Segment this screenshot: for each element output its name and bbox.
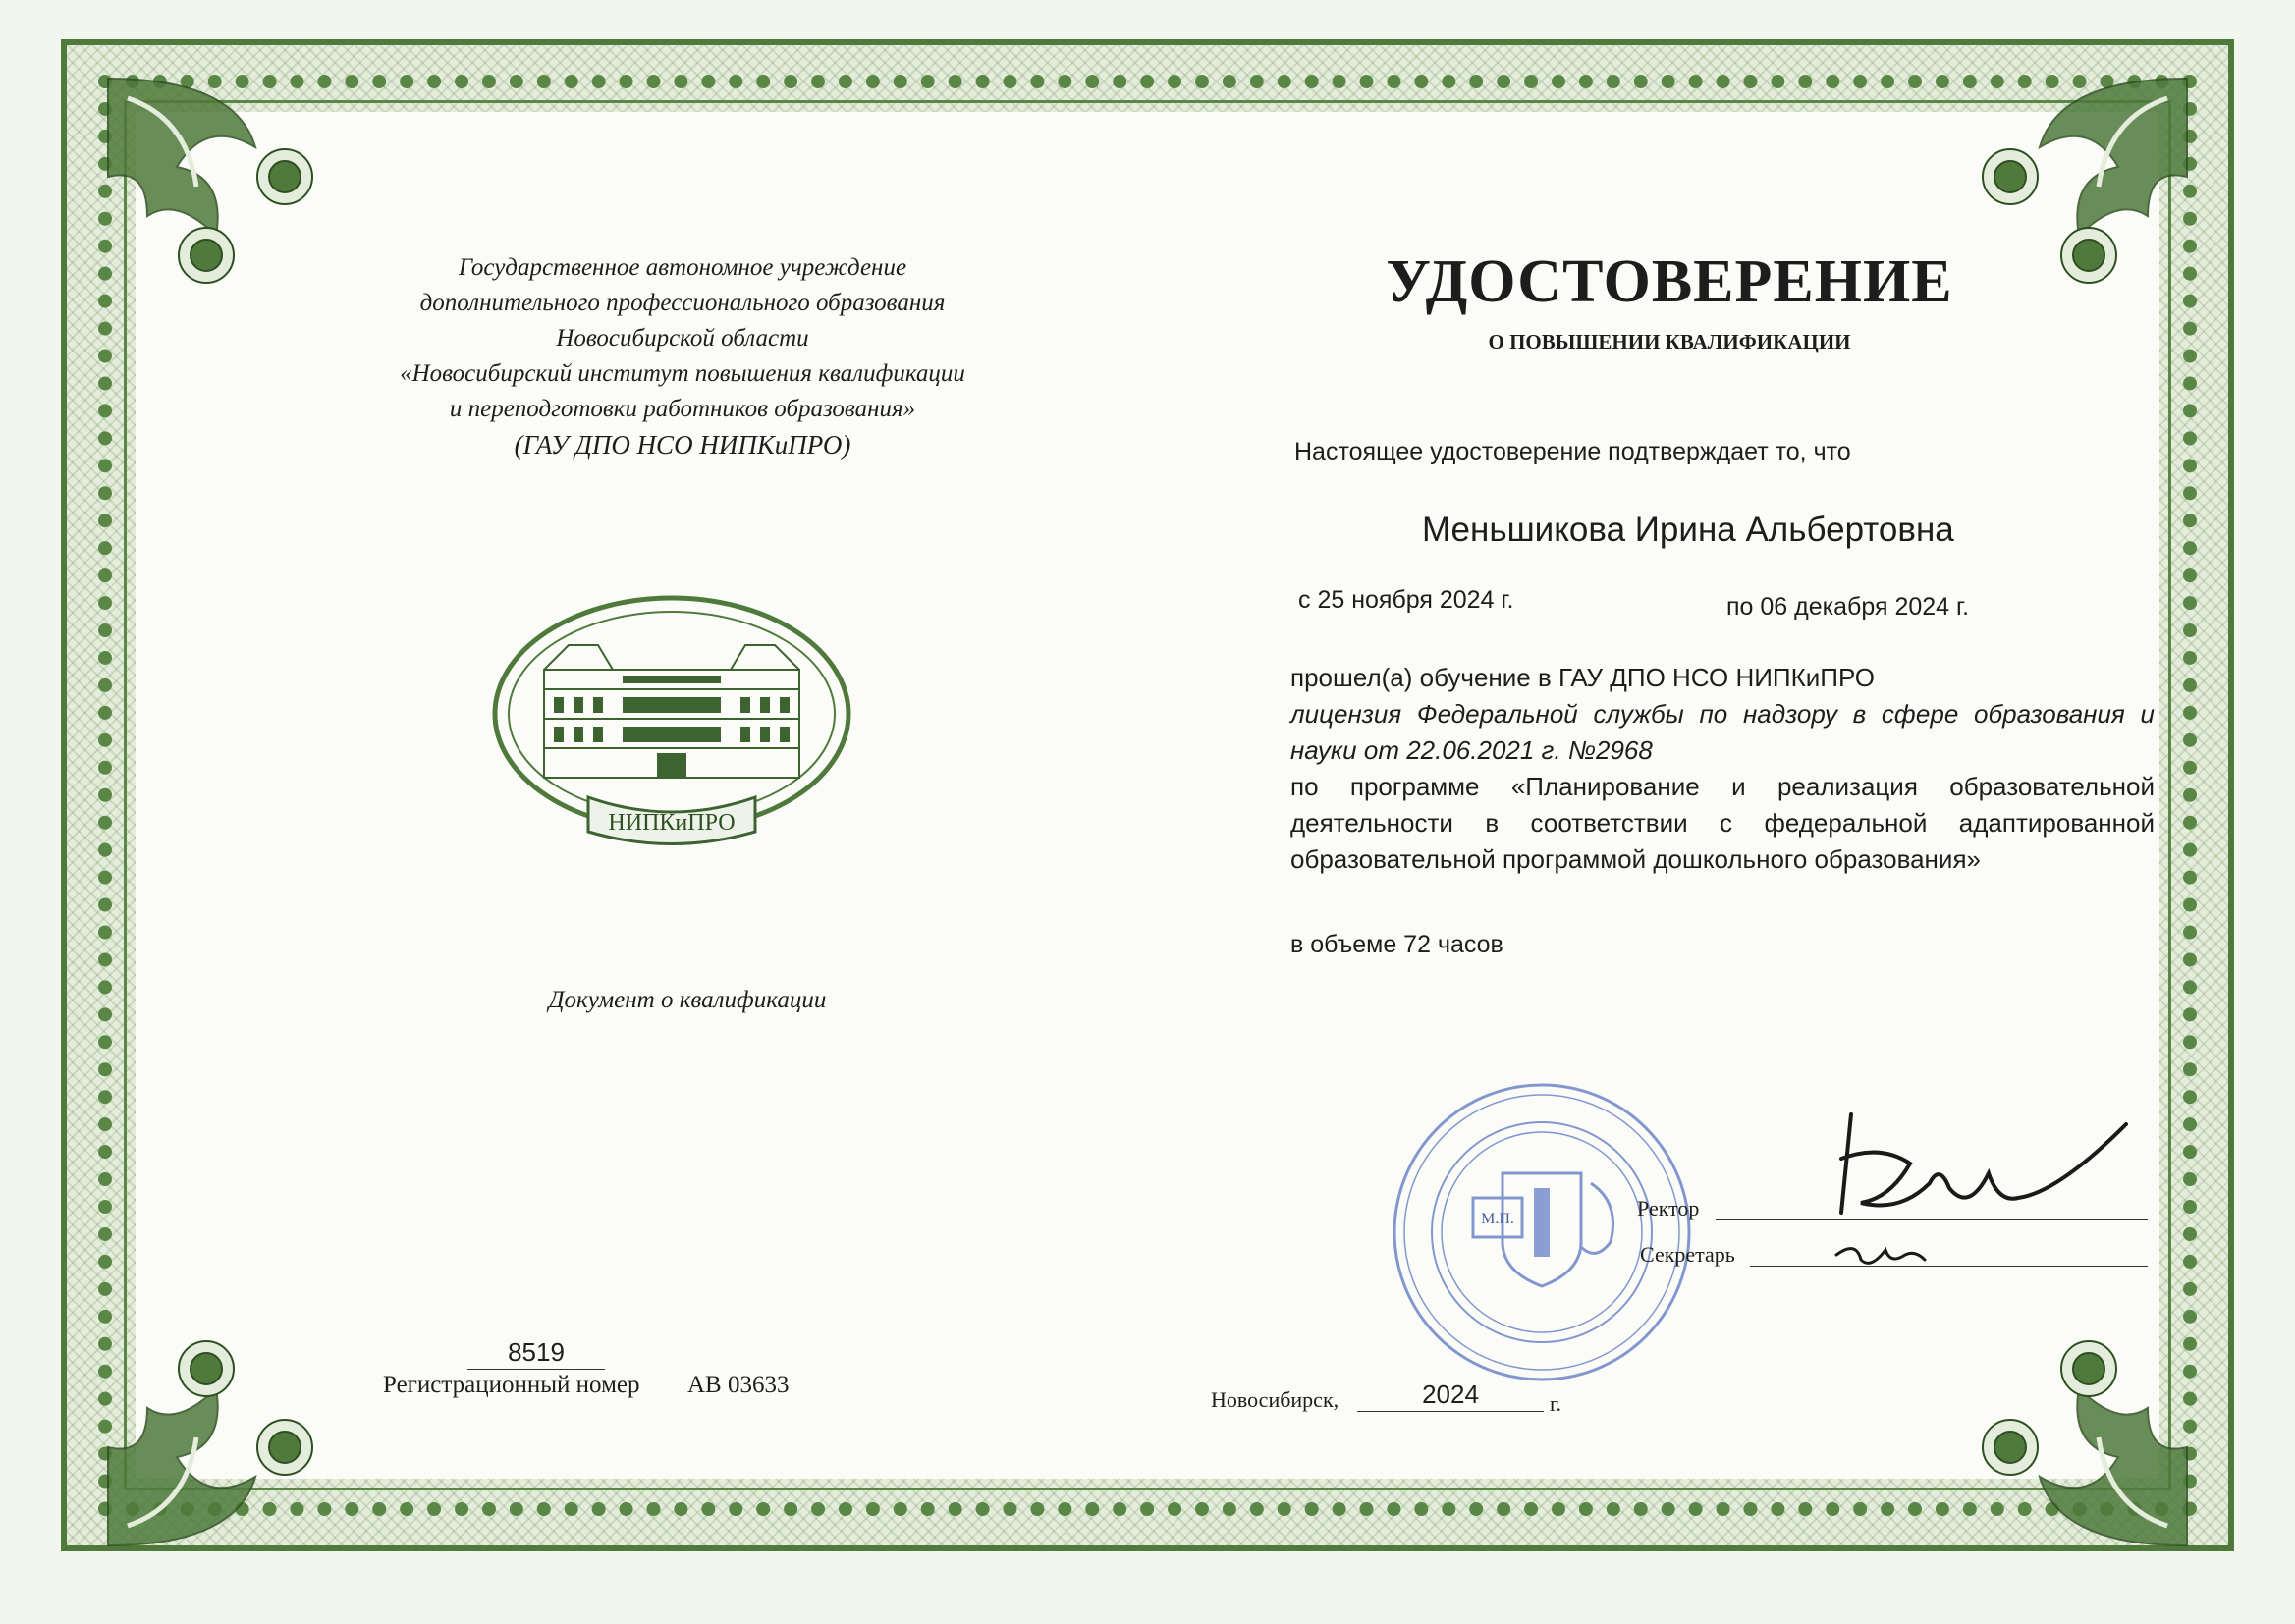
license-text: лицензия Федеральной службы по надзору в сфере образования и науки от 22.06.2021 г. №2968 xyxy=(1290,699,2155,765)
date-from: с 25 ноября 2024 г. xyxy=(1298,586,1514,614)
secretary-label: Секретарь xyxy=(1640,1242,1735,1267)
institution-line: Новосибирской области xyxy=(556,325,809,352)
institution-abbreviation: (ГАУ ДПО НСО НИПКиПРО) xyxy=(514,430,851,460)
program-text: по программе «Планирование и реализация образовательной деятельности в соответствии с федеральной адаптированной образовательной программой дошкольного образования» xyxy=(1290,772,2155,874)
institution-block xyxy=(324,250,1041,462)
city: Новосибирск, xyxy=(1211,1387,1339,1412)
institution-line: и переподготовки работников образования» xyxy=(449,396,916,422)
volume-text: в объеме 72 часов xyxy=(1290,931,1503,958)
rector-signature xyxy=(1822,1105,2136,1232)
corner-ornament-icon xyxy=(88,1271,383,1565)
logo-text: НИПКиПРО xyxy=(608,810,736,836)
issue-year: 2024 xyxy=(1357,1378,1544,1412)
registration-label: Регистрационный номер xyxy=(383,1372,640,1398)
institution-line: Государственное автономное учреждение xyxy=(458,254,907,281)
training-details xyxy=(1290,660,2155,878)
date-to: по 06 декабря 2024 г. xyxy=(1726,593,1970,621)
document-type: Документ о квалификации xyxy=(548,987,827,1013)
certificate-title: УДОСТОВЕРЕНИЕ xyxy=(1386,248,1953,315)
confirms-text: Настоящее удостоверение подтверждает то, что xyxy=(1294,438,1851,465)
year-suffix: г. xyxy=(1550,1391,1562,1416)
institution-line: «Новосибирский институт повышения квалификации xyxy=(400,360,965,387)
official-stamp xyxy=(1385,1075,1699,1389)
institution-line: дополнительного профессионального образования xyxy=(419,290,946,316)
training-text: прошел(а) обучение в ГАУ ДПО НСО НИПКиПРО xyxy=(1290,663,1875,692)
rector-label: Ректор xyxy=(1637,1196,1700,1220)
stamp-mp: М.П. xyxy=(1481,1211,1514,1227)
registration-number: 8519 xyxy=(467,1335,605,1370)
secretary-signature-line xyxy=(1750,1266,2148,1267)
secretary-signature xyxy=(1831,1235,1930,1274)
certificate-subtitle: О ПОВЫШЕНИИ КВАЛИФИКАЦИИ xyxy=(1488,330,1851,353)
institute-building-logo xyxy=(485,591,858,856)
holder-name: Меньшикова Ирина Альбертовна xyxy=(1422,511,1954,549)
corner-ornament-icon xyxy=(1912,1271,2207,1565)
registration-series: АВ 03633 xyxy=(687,1372,790,1398)
